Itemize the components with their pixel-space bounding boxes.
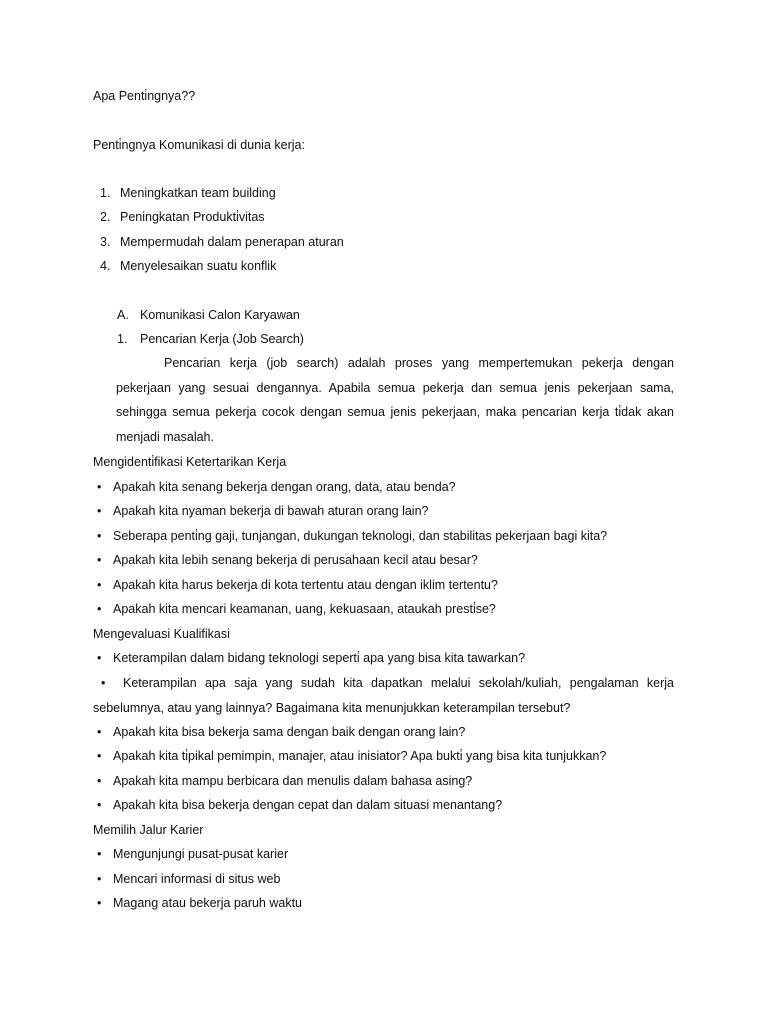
list-marker: 1. [100,186,111,200]
list-item-text: Mencari informasi di situs web [113,872,281,886]
bullet-icon: • [101,676,106,690]
bullet-icon: • [97,725,102,739]
bullet-icon: • [97,749,102,763]
bullet-icon: • [97,602,102,616]
list-marker: 3. [100,235,111,249]
list-item-text: Apakah kita ti̇pikal pemimpin, manajer, atau inisiator? Apa bukti̇ yang bisa kita tunjukkan? [113,749,607,763]
bullet-icon: • [97,774,102,788]
list-item-text: Magang atau bekerja paruh waktu [113,896,303,910]
bullet-icon: • [97,529,102,543]
list-item-text: Keterampilan apa saja yang sudah kita dapatkan melalui sekolah/kuliah, pengalaman kerja sebelumnya, atau yang lainnya? Bagaimana kita menunjukkan keterampilan tersebut? [93,676,674,715]
list-item-text: Keterampilan dalam bidang teknologi seperti̇ apa yang bisa kita tawarkan? [113,651,526,665]
bullet-icon: • [97,847,102,861]
bullet-icon: • [97,553,102,567]
bullet-icon: • [97,798,102,812]
bullet-icon: • [97,872,102,886]
list-item-text: Mengunjungi pusat-pusat karier [113,847,289,861]
list-marker: 4. [100,259,111,273]
list-item-text: Seberapa penti̇ng gaji, tunjangan, dukungan teknologi, dan stabilitas pekerjaan bagi kita? [113,529,608,543]
list-item-text: Apakah kita lebih senang bekerja di perusahaan kecil atau besar? [113,553,478,567]
list-item-text: Apakah kita mencari keamanan, uang, kekuasaan, ataukah presti̇se? [113,602,496,616]
body-paragraph: Pencarian kerja (job search) adalah proses yang mempertemukan pekerja dengan pekerjaan yang sesuai dengannya. Apabila semua pekerja dan semua jenis pekerjaan sama, sehingga semua pekerja cocok dengan semua jenis pekerjaan, maka pencarian kerja ti̇dak akan menjadi masalah. [116,356,674,444]
list-item-text: Apakah kita harus bekerja di kota tertentu atau dengan iklim tertentu? [113,578,498,592]
list-marker: 1. [117,332,128,346]
list-item-text: Mempermudah dalam penerapan aturan [120,235,344,249]
list-item-text: Apakah kita bisa bekerja sama dengan baik dengan orang lain? [113,725,466,739]
list-item-text: Apakah kita senang bekerja dengan orang, data, atau benda? [113,480,456,494]
bullet-icon: • [97,578,102,592]
bullet-icon: • [97,651,102,665]
document-title: Apa Penti̇ngnya?? [93,89,196,103]
section-heading: Mengevaluasi Kualifikasi [93,627,230,641]
list-marker: A. [117,308,129,322]
bullet-icon: • [97,896,102,910]
section-subtitle: Penti̇ngnya Komunikasi di dunia kerja: [93,138,305,152]
list-item-text: Apakah kita nyaman bekerja di bawah aturan orang lain? [113,504,429,518]
list-marker: 2. [100,210,111,224]
bullet-icon: • [97,480,102,494]
section-heading: Memilih Jalur Karier [93,823,204,837]
list-item-text: Meningkatkan team building [120,186,276,200]
list-item-text: Menyelesaikan suatu konflik [120,259,277,273]
list-item-text: Peningkatan Produkti̇vitas [120,210,265,224]
list-item-text: Apakah kita mampu berbicara dan menulis dalam bahasa asing? [113,774,473,788]
section-heading: Mengidenti̇fikasi Ketertarikan Kerja [93,455,287,469]
subsection-text: Pencarian Kerja (Job Search) [140,332,304,346]
section-a-text: Komunikasi Calon Karyawan [140,308,300,322]
list-item-text: Apakah kita bisa bekerja dengan cepat dan dalam situasi menantang? [113,798,503,812]
bullet-icon: • [97,504,102,518]
